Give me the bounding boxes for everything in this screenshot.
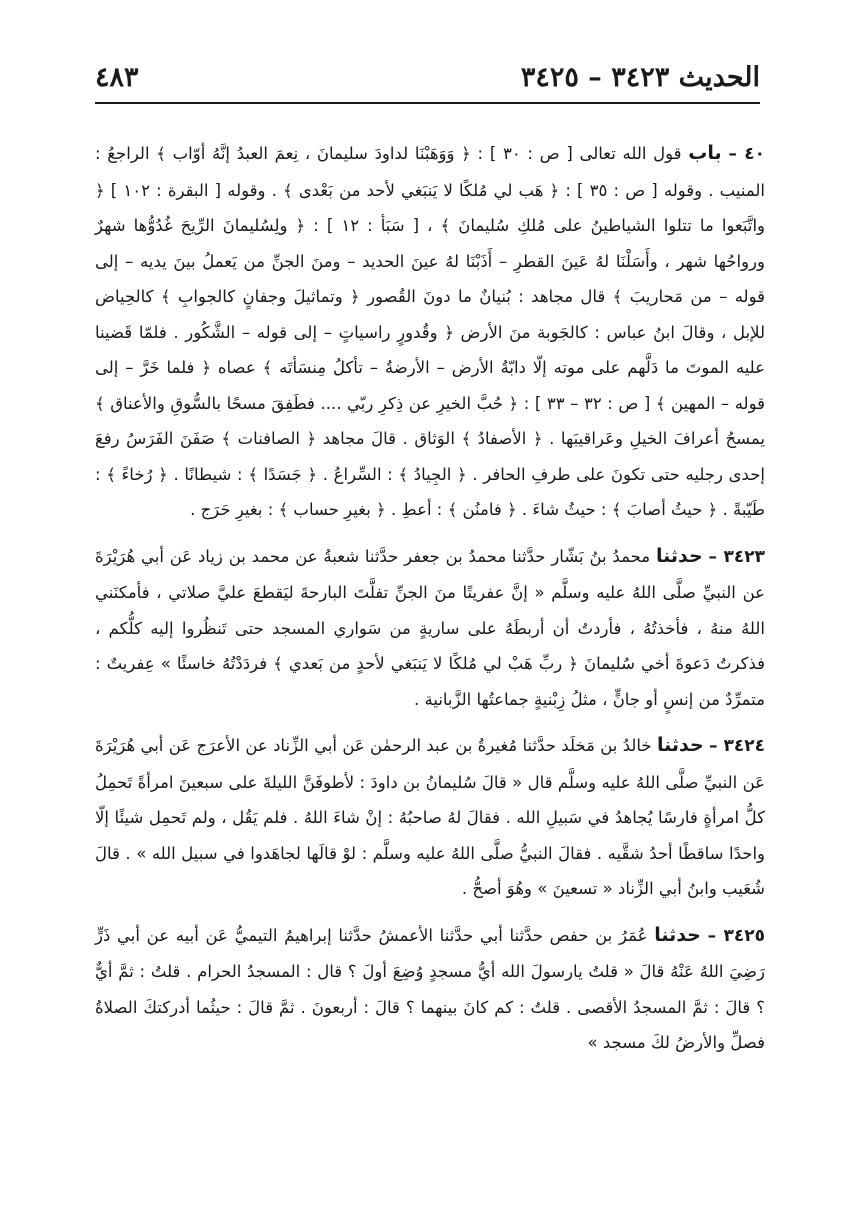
bab-number: ٤٠ –	[728, 144, 766, 164]
page-number: ٤٨٣	[95, 62, 139, 93]
hadith-lead: حدثنا	[656, 734, 704, 756]
bab-paragraph	[95, 136, 765, 528]
hadith-text: عُمَرُ بن حفص حدَّثنا أبي حدَّثنا الأعمشُ حدَّثنا إبراهيمُ التيميُّ عَن أبيه عن أبي ذَرٍّ رَضِيَ اللهُ عَنْهُ قالَ « قلتُ يارسولَ الله أيُّ مسجدٍ وُضِعَ أولَ ؟ قال : المسجدُ الحرام . قلتُ : ثمَّ أيٌّ ؟ قالَ : ثمَّ المسجدُ الأقصى . قلتُ : كم كانَ بينهما ؟ قالَ : أربعونَ . ثمَّ قالَ : حيثُما أدركتكَ الصلاةُ فصلِّ والأرضُ لكَ مسجد »	[95, 925, 765, 1052]
page-header	[95, 60, 760, 104]
bab-keyword: باب	[688, 142, 722, 164]
hadith-lead: حدثنا	[655, 544, 703, 567]
header-rule	[95, 102, 760, 104]
hadith-number: ٣٤٢٥ –	[707, 925, 766, 946]
hadith-number: ٣٤٢٤ –	[708, 736, 765, 756]
hadith-lead: حدثنا	[654, 923, 701, 946]
hadith-text: محمدُ بنُ بَشّار حدَّثنا محمدُ بن جعفر حدَّثنا شعبةُ عن محمد بن زياد عَن أبي هُرَيْرَةَ عن النبيِّ صلَّى اللهُ عليه وسلَّم « إنَّ عفريتًا منَ الجنِّ تفلَّتَ البارحةَ ليَقطعَ عليَّ صلاتي ، فأمكنَني اللهُ منهُ ، فأخذتُهُ ، فأردتُ أن أربطَهُ على ساريةٍ من سَواري المسجد حتى تَنظُروا إليه كلُّكم ، فذكرتُ دَعوةَ أخي سُليمانَ ﴿ ربِّ هَبْ لي مُلكًا لا يَنبَغي لأحدٍ من بَعدي ﴾ فردَدْتُهُ خاسئًا » عِفريتٌ : متمرِّدٌ من إنسٍ أو جانٍّ ، مثلُ زِبْنيةٍ جماعتُها الزَّبانية .	[95, 546, 765, 709]
running-title: الحديث ٣٤٢٣ – ٣٤٢٥	[520, 62, 760, 93]
hadith-3424	[95, 728, 765, 907]
hadith-number: ٣٤٢٣ –	[708, 546, 765, 567]
hadith-3425	[95, 918, 765, 1061]
hadith-3423	[95, 539, 765, 718]
bab-text: قول الله تعالى [ ص : ٣٠ ] : ﴿ وَوَهَبْنَا لداودَ سليمانَ ، نِعمَ العبدُ إنَّهُ أوّاب ﴾ الراجعُ : المنيب . وقوله [ ص : ٣٥ ] : ﴿ هَب لي مُلكًا لا يَنبَغي لأحد من بَعْدى ﴾ . وقوله [ البقرة : ١٠٢ ] ﴿ واتَّبَعوا ما تتلوا الشياطينُ على مُلكِ سُليمانَ ﴾ ، [ سَبَأ : ١٢ ] : ﴿ ولِسُليمانَ الرِّيحَ غُدُوُّها شهرٌ ورواحُها شهر ، وأَسَلْنَا لهُ عَينَ القطرِ – أَذَبْنَا لهُ عينَ الحديد – ومنَ الجنِّ من يَعملُ بينَ يديه – إلى قوله – من مَحاريبَ ﴾ قال مجاهد : بُنيانٌ ما دونَ القُصور ﴿ وتماثيلَ وجفانٍ كالجوابِ ﴾ كالحِياض للإبل ، وقالَ ابنُ عباس : كالجَوبة منَ الأرض ﴿ وقُدورٍ راسياتٍ – إلى قوله – الشَّكُور . فلمّا قَضينا عليه الموتَ ما دَلَّهم على موته إلّا دابّةُ الأرض – الأرضةُ – تأكلُ مِنسَأتَه ﴾ عصاه ﴿ فلما خَرَّ – إلى قوله – المهين ﴾ [ ص : ٣٢ – ٣٣ ] : ﴿ حُبَّ الخيرِ عن ذِكرِ ربّي .... فطَفِقَ مسحًا بالسُّوقِ والأعناق ﴾ يمسحُ أعرافَ الخيلِ وعَراقيبَها . ﴿ الأصفادُ ﴾ الوَثاق . قالَ مجاهد ﴿ الصافنات ﴾ صَفَنَ الفَرَسُ رفعَ إحدى رجليه حتى تكونَ على طرفِ الحافر . ﴿ الجِيادُ ﴾ : السِّراعُ . ﴿ جَسَدًا ﴾ : شيطانًا . ﴿ رُخاءً ﴾ : طَيّبةً . ﴿ حيثُ أصابَ ﴾ : حيثُ شاءَ . ﴿ فامنُن ﴾ : أعطِ . ﴿ بغيرِ حساب ﴾ : بغيرِ حَرَج .	[95, 144, 766, 519]
page-content	[95, 136, 765, 1061]
hadith-text: خالدُ بن مَخلَد حدَّثنا مُغيرةُ بن عبد الرحمٰن عَن أبي الزِّناد عن الأعرَج عَن أبي هُرَيْرَةَ عَن النبيِّ صلَّى اللهُ عليه وسلَّم قال « قالَ سُليمانُ بن داودَ : لأطوفَنَّ الليلةَ على سبعينَ امرأةً تَحمِلُ كلُّ امرأةٍ فارسًا يُجاهدُ في سَبيلِ الله . فقالَ لهُ صاحبُهُ : إنْ شاءَ اللهُ . فلم يَقُل ، ولم تَحمِل شيئًا إلّا واحدًا ساقطًا أحدُ شقَّيه . فقالَ النبيُّ صلَّى اللهُ عليه وسلَّم : لوْ قالَها لجاهَدوا في سبيل الله » . قالَ شُعَيب وابنُ أبي الزِّناد « تسعينَ » وهُوَ أصحُّ .	[95, 736, 765, 898]
